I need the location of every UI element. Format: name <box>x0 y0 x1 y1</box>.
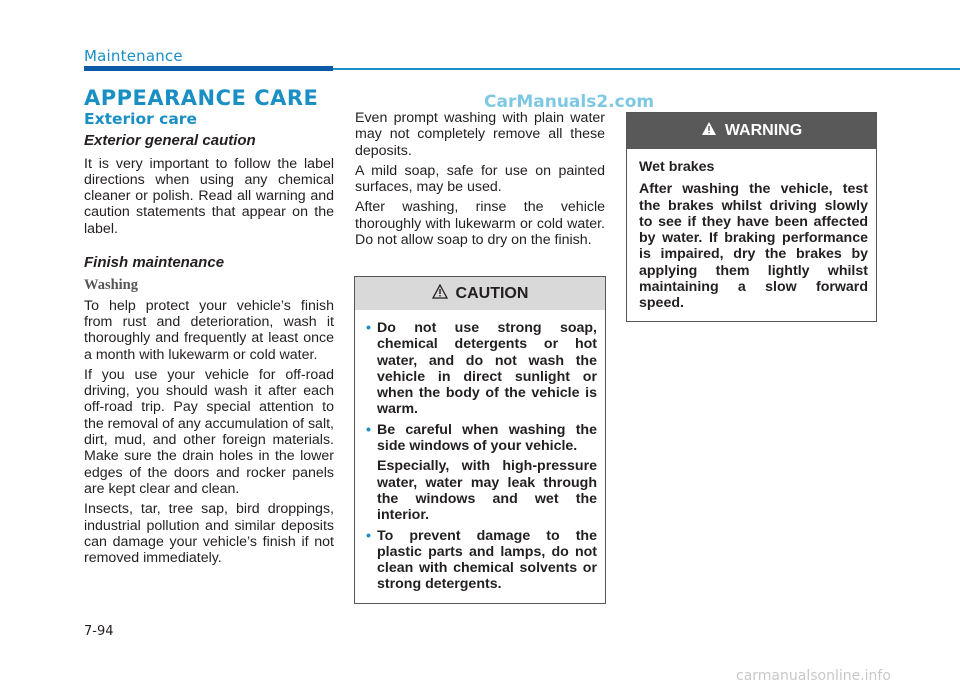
warning-label: WARNING <box>724 122 803 139</box>
warning-title: Wet brakes <box>639 159 715 175</box>
list-item <box>367 528 597 593</box>
middle-column <box>355 110 605 252</box>
list-item <box>367 320 597 418</box>
bullet-text: Do not use strong soap, chemical detergents or hot water, and do not wash the vehicle in direct sunlight or when the body of the vehicle is warm. <box>377 320 597 418</box>
header-bar-light <box>333 68 960 70</box>
header-bar-dark <box>84 66 333 71</box>
paragraph: Insects, tar, tree sap, bird droppings, industrial pollution and similar deposits can damage your vehicle’s finish if not removed immediately. <box>84 501 334 567</box>
caution-box <box>354 276 606 604</box>
caution-body <box>355 310 605 593</box>
warning-triangle-icon <box>701 121 717 141</box>
bullet-dot-icon: • <box>366 527 371 544</box>
warning-text: After washing the vehicle, test the brakes whilst driving slowly to see if they have been affected by water. If braking performance is impaired, dry the brakes by applying them lightly whilst maintaining a slow forward speed. <box>639 181 868 312</box>
paragraph: If you use your vehicle for off-road driving, you should wash it after each off-road trip. Pay special attention to the removal of any accumulation of salt, dirt, mud, and other foreign materials. Make sure the drain holes in the lower edges of the doors and rocker panels are kept clear and clean. <box>84 366 334 497</box>
page-title: APPEARANCE CARE <box>84 86 319 110</box>
watermark-top: CarManuals2.com <box>484 92 655 112</box>
header-section-title: Maintenance <box>84 47 183 65</box>
left-column <box>84 111 334 570</box>
washing-heading: Washing <box>84 277 138 294</box>
warning-header <box>627 113 876 149</box>
paragraph: It is very important to follow the label directions when using any chemical cleaner or polish. Read all warning and caution statements that appear on the label. <box>84 155 334 237</box>
bullet-dot-icon: • <box>366 421 371 438</box>
exterior-care-heading: Exterior care <box>84 110 197 128</box>
bullet-dot-icon: • <box>366 320 371 336</box>
warning-box <box>626 112 877 322</box>
bullet-text: Be careful when washing the side windows of your vehicle. <box>377 421 597 455</box>
paragraph: After washing, rinse the vehicle thoroughly with lukewarm or cold water. Do not allow soap to dry on the finish. <box>355 199 605 249</box>
watermark-bottom: carmanualsonline.info <box>736 668 891 684</box>
general-caution-heading: Exterior general caution <box>84 132 256 150</box>
bullet-text: To prevent damage to the plastic parts and lamps, do not clean with chemical solvents or strong detergents. <box>377 527 597 593</box>
warning-body <box>627 149 876 312</box>
warning-triangle-icon <box>432 284 448 304</box>
list-item-continuation: Especially, with high-pressure water, water may leak through the windows and wet the interior. <box>377 458 597 524</box>
paragraph: Even prompt washing with plain water may not completely remove all these deposits. <box>355 110 605 159</box>
list-item <box>367 422 597 455</box>
caution-label: CAUTION <box>455 284 529 302</box>
paragraph: A mild soap, safe for use on painted surfaces, may be used. <box>355 162 605 196</box>
paragraph: To help protect your vehicle’s finish from rust and deterioration, wash it thoroughly and frequently at least once a month with lukewarm or cold water. <box>84 297 334 363</box>
finish-maintenance-heading: Finish maintenance <box>84 254 225 272</box>
caution-header <box>355 277 605 310</box>
page-number: 7-94 <box>84 624 114 639</box>
